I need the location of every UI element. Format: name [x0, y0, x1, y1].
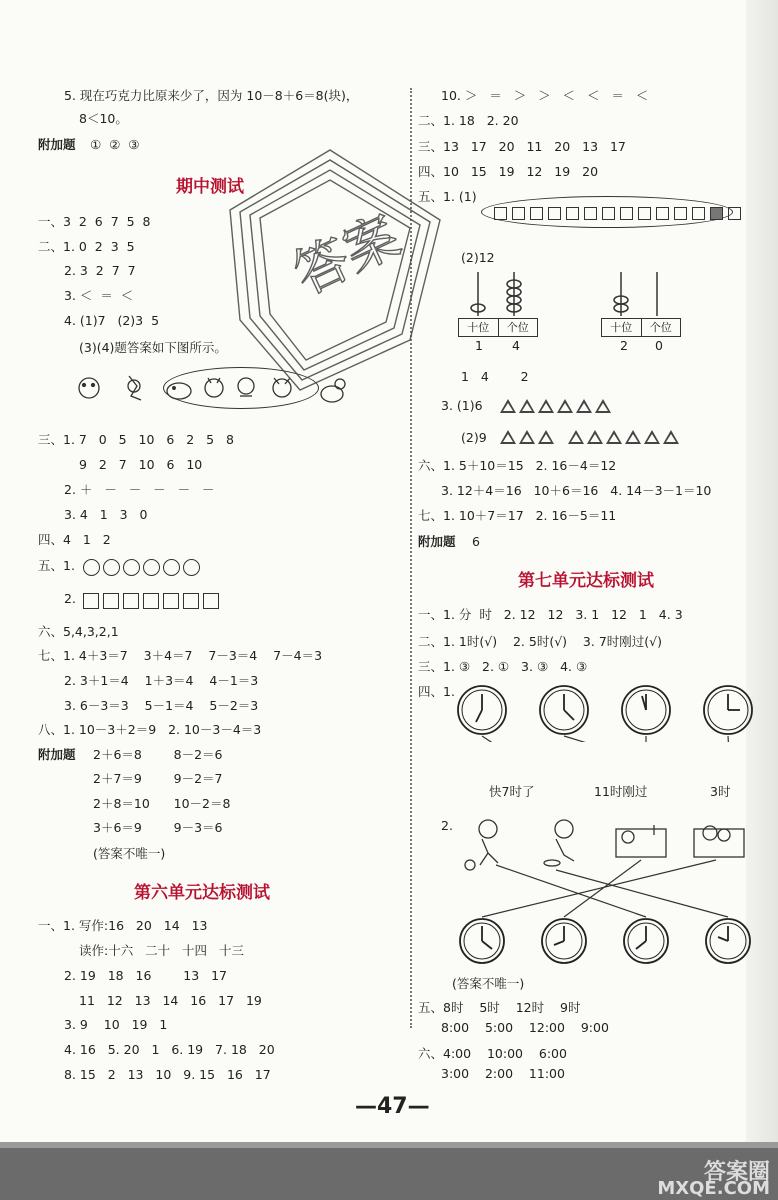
- square-shape: [638, 207, 651, 220]
- triangle-shape: [500, 430, 516, 444]
- line: 一、1. 分 时 2. 12 12 3. 1 12 1 4. 3: [418, 607, 683, 622]
- triangle-shape: [538, 399, 554, 413]
- line: 3:00 2:00 11:00: [441, 1066, 565, 1081]
- line: 2.: [64, 591, 76, 606]
- line: 2. 3＋1＝4 1＋3＝4 4－1＝3: [64, 673, 259, 688]
- line: 1 4 2: [461, 369, 529, 384]
- square-shape: [103, 593, 119, 609]
- matching-illustration: [456, 815, 766, 975]
- line: 三、13 17 20 11 20 13 17: [418, 139, 626, 154]
- line: 七、1. 10＋7＝17 2. 16－5＝11: [418, 508, 617, 523]
- square-shape: [728, 207, 741, 220]
- line: (答案不唯一): [452, 976, 525, 991]
- triangle-shape: [538, 430, 554, 444]
- section-title: 第七单元达标测试: [518, 571, 654, 591]
- label: 个位: [506, 321, 529, 334]
- triangle-shape: [625, 430, 641, 444]
- triangle-shape: [644, 430, 660, 444]
- line: 4. 16 5. 20 1 6. 19 7. 18 20: [64, 1042, 275, 1057]
- line: (答案不唯一): [93, 846, 166, 861]
- square-shape: [584, 207, 597, 220]
- circle-shape: [163, 559, 180, 576]
- label: 个位: [649, 321, 672, 334]
- bonus-label: 附加题: [38, 747, 76, 762]
- triangle-shape: [500, 399, 516, 413]
- line: 二、1. 18 2. 20: [418, 113, 519, 128]
- line: 六、5,4,3,2,1: [38, 624, 119, 639]
- line: 2. 19 18 16 13 17: [64, 968, 227, 983]
- triangles-row: [500, 395, 614, 414]
- square-shape: [143, 593, 159, 609]
- triangle-shape: [519, 430, 535, 444]
- line: 3＋6＝9 9－3＝6: [93, 820, 223, 835]
- line: 3. 4 1 3 0: [64, 507, 148, 522]
- line: 3. (1)6: [441, 398, 483, 413]
- page-number: —47—: [355, 1094, 430, 1119]
- bonus-label: 附加题: [418, 534, 456, 549]
- line: 六、1. 5＋10＝15 2. 16－4＝12: [418, 458, 617, 473]
- line: 2.: [441, 818, 453, 833]
- line: (2)9: [461, 430, 487, 445]
- triangle-shape: [568, 430, 584, 444]
- line: 2＋6＝8 8－2＝6: [93, 747, 223, 762]
- square-shape: [692, 207, 705, 220]
- clock-caption: 3时: [710, 784, 731, 799]
- triangle-shape: [519, 399, 535, 413]
- triangle-shape: [606, 430, 622, 444]
- line: 3. ＜ ＝ ＜: [64, 288, 134, 303]
- site-watermark: 答案圈: [703, 1160, 770, 1185]
- square-shape: [674, 207, 687, 220]
- line: (2)12: [461, 250, 495, 265]
- filled-square-shape: [710, 207, 723, 220]
- line: 二、1. 0 2 3 5: [38, 239, 135, 254]
- square-shape: [530, 207, 543, 220]
- label: 十位: [602, 319, 642, 336]
- line: 6: [472, 534, 480, 549]
- square-shape: [512, 207, 525, 220]
- bottom-band-edge: [0, 1142, 778, 1148]
- line: 五、1. (1): [418, 189, 477, 204]
- abacus-right: [601, 268, 681, 320]
- value: 2: [620, 338, 628, 353]
- square-shape: [656, 207, 669, 220]
- abacus-left: [458, 268, 538, 320]
- clock-caption: 快7时了: [489, 784, 535, 799]
- triangle-shape: [587, 430, 603, 444]
- triangles-row: [500, 426, 682, 445]
- line: 六、4:00 10:00 6:00: [418, 1046, 567, 1061]
- squares-row: [494, 203, 778, 222]
- bonus-label: 附加题: [38, 137, 76, 152]
- line: (3)(4)题答案如下图所示。: [79, 340, 227, 355]
- line: 八、1. 10－3＋2＝9 2. 10－3－4＝3: [38, 722, 262, 737]
- line: 2. 3 2 7 7: [64, 263, 136, 278]
- circle-shape: [83, 559, 100, 576]
- line: 8. 15 2 13 10 9. 15 16 17: [64, 1067, 271, 1082]
- square-shape: [620, 207, 633, 220]
- circle-shape: [143, 559, 160, 576]
- line: 9 2 7 10 6 10: [79, 457, 203, 472]
- svg-text:答案: 答案: [284, 203, 410, 307]
- page-edge-shadow: [746, 0, 778, 1150]
- line: 2. ＋ － － － － －: [64, 482, 215, 497]
- section-title: 期中测试: [176, 177, 244, 197]
- value: 4: [512, 338, 520, 353]
- squares-row: [83, 590, 223, 609]
- value: 0: [655, 338, 663, 353]
- square-shape: [494, 207, 507, 220]
- line: 五、1.: [38, 558, 75, 573]
- line: 8:00 5:00 12:00 9:00: [441, 1020, 609, 1035]
- square-shape: [566, 207, 579, 220]
- triangle-shape: [663, 430, 679, 444]
- abacus-left-label-box: [458, 318, 538, 337]
- line: 五、8时 5时 12时 9时: [418, 1000, 581, 1015]
- line: 2＋7＝9 9－2＝7: [93, 771, 223, 786]
- line: 读作:十六 二十 十四 十三: [79, 943, 244, 958]
- triangle-shape: [595, 399, 611, 413]
- abacus-right-label-box: [601, 318, 681, 337]
- clock-caption: 11时刚过: [594, 784, 648, 799]
- line: 3. 9 10 19 1: [64, 1017, 168, 1032]
- label: 十位: [459, 319, 499, 336]
- value: 1: [475, 338, 483, 353]
- line: 三、1. 7 0 5 10 6 2 5 8: [38, 432, 234, 447]
- line: 11 12 13 14 16 17 19: [79, 993, 262, 1008]
- clocks-row-1: [456, 682, 766, 742]
- line: 四、1.: [418, 684, 455, 699]
- circles-row: [83, 557, 203, 576]
- line: ① ② ③: [90, 137, 140, 152]
- section-title: 第六单元达标测试: [134, 883, 270, 903]
- circle-shape: [183, 559, 200, 576]
- site-watermark-url: MXQE.COM: [657, 1178, 770, 1199]
- circle-shape: [123, 559, 140, 576]
- line: 8＜10。: [79, 111, 128, 126]
- circle-shape: [103, 559, 120, 576]
- line: 10. ＞ ＝ ＞ ＞ ＜ ＜ ＝ ＜: [441, 88, 649, 103]
- square-shape: [163, 593, 179, 609]
- square-shape: [203, 593, 219, 609]
- line: 一、1. 写作:16 20 14 13: [38, 918, 208, 933]
- square-shape: [123, 593, 139, 609]
- line: 5. 现在巧克力比原来少了，因为 10－8＋6＝8(块)，: [64, 88, 359, 103]
- line: 四、4 1 2: [38, 532, 111, 547]
- line: 三、1. ③ 2. ① 3. ③ 4. ③: [418, 659, 588, 674]
- square-shape: [183, 593, 199, 609]
- line: 二、1. 1时(√) 2. 5时(√) 3. 7时刚过(√): [418, 634, 663, 649]
- line: 3. 6－3＝3 5－1＝4 5－2＝3: [64, 698, 259, 713]
- line: 4. (1)7 (2)3 5: [64, 313, 160, 328]
- square-shape: [83, 593, 99, 609]
- square-shape: [602, 207, 615, 220]
- line: 2＋8＝10 10－2＝8: [93, 796, 231, 811]
- line: 3. 12＋4＝16 10＋6＝16 4. 14－3－1＝10: [441, 483, 712, 498]
- line: 一、3 2 6 7 5 8: [38, 214, 151, 229]
- square-shape: [548, 207, 561, 220]
- triangle-shape: [557, 399, 573, 413]
- triangle-shape: [576, 399, 592, 413]
- line: 七、1. 4＋3＝7 3＋4＝7 7－3＝4 7－4＝3: [38, 648, 323, 663]
- line: 四、10 15 19 12 19 20: [418, 164, 599, 179]
